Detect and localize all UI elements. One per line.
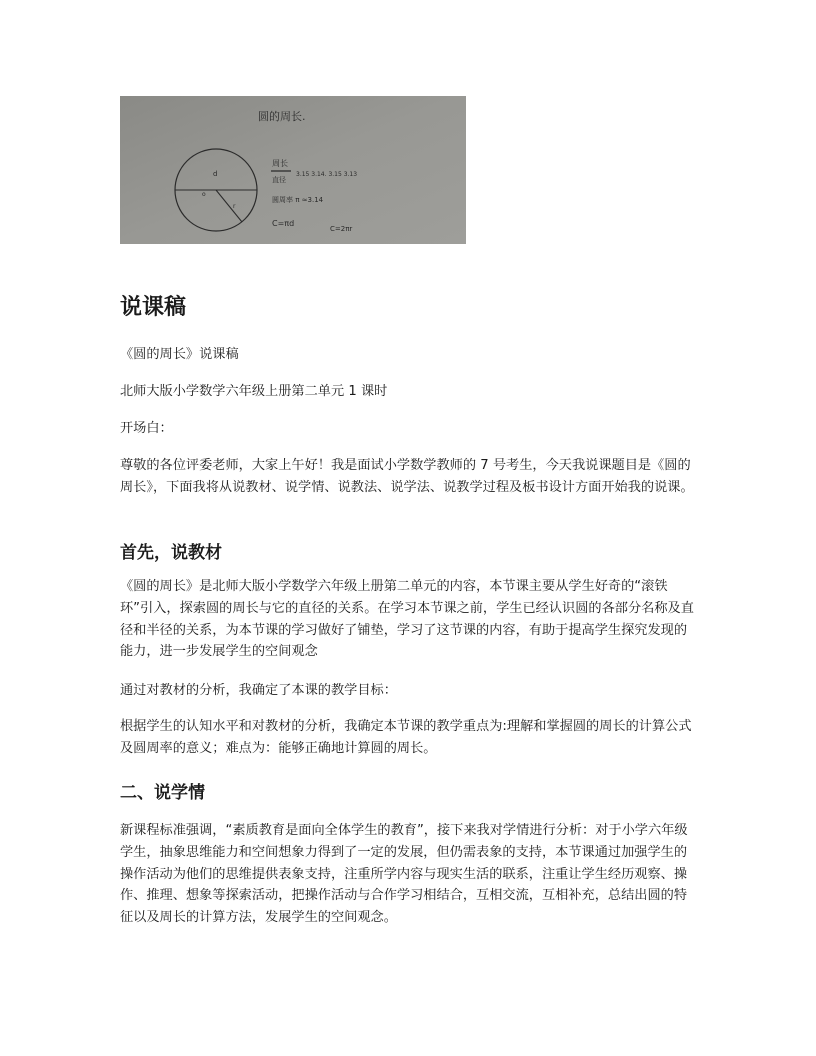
ratio-denominator: 直径 xyxy=(272,176,286,184)
section-heading-textbook: 首先，说教材 xyxy=(120,543,222,563)
paragraph-textbook-analysis: 《圆的周长》是北师大版小学数学六年级上册第二单元的内容，本节课主要从学生好奇的“滚铁环”引入，探索圆的周长与它的直径的关系。在学习本节课之前，学生已经认识圆的各部分名称及直径和半径的关系，为本节课的学习做好了铺垫，学习了这节课的内容，有助于提高学生探究发现的能力，进一步发展学生的空间观念 xyxy=(120,579,694,660)
ratio-numerator: 周长 xyxy=(272,159,288,168)
document-heading: 说课稿 xyxy=(120,295,187,320)
label-r: r xyxy=(233,203,236,210)
paragraph-opening-label: 开场白： xyxy=(120,421,173,436)
paragraph-course-info: 北师大版小学数学六年级上册第二单元 1 课时 xyxy=(120,384,388,399)
ratio-values: 3.15 3.14. 3.15 3.13 xyxy=(296,171,358,178)
paragraph-title-line: 《圆的周长》说课稿 xyxy=(120,347,239,362)
handwritten-notes-photo xyxy=(120,96,466,244)
formula-diameter: C=πd xyxy=(272,219,295,228)
pi-line: 圆周率 π ≈3.14 xyxy=(272,196,324,204)
formula-radius: C=2πr xyxy=(330,225,353,233)
handwritten-notes-drawing xyxy=(120,96,466,244)
label-o: o xyxy=(202,191,206,198)
paragraph-student-analysis: 新课程标准强调，“素质教育是面向全体学生的教育”，接下来我对学情进行分析：对于小学六年级学生，抽象思维能力和空间想象力得到了一定的发展，但仍需表象的支持，本节课通过加强学生的操作活动为他们的思维提供表象支持，注重所学内容与现实生活的联系，注重让学生经历观察、操作、推理、想象等探索活动，把操作活动与合作学习相结合，互相交流，互相补充，总结出圆的特征以及周长的计算方法，发展学生的空间观念。 xyxy=(120,823,688,926)
paragraph-opening-speech: 尊敬的各位评委老师，大家上午好！我是面试小学数学教师的 7 号考生，今天我说课题目是《圆的周长》，下面我将从说教材、说学情、说教法、说学法、说教学过程及板书设计方面开始我的说课。 xyxy=(120,458,694,495)
paragraph-teaching-goals: 通过对教材的分析，我确定了本课的教学目标： xyxy=(120,683,397,698)
section-heading-students: 二、说学情 xyxy=(120,783,205,803)
photo-title: 圆的周长. xyxy=(258,110,306,123)
paragraph-key-points: 根据学生的认知水平和对教材的分析，我确定本节课的教学重点为:理解和掌握圆的周长的计算公式及圆周率的意义；难点为：能够正确地计算圆的周长。 xyxy=(120,719,692,756)
label-d: d xyxy=(213,170,218,178)
